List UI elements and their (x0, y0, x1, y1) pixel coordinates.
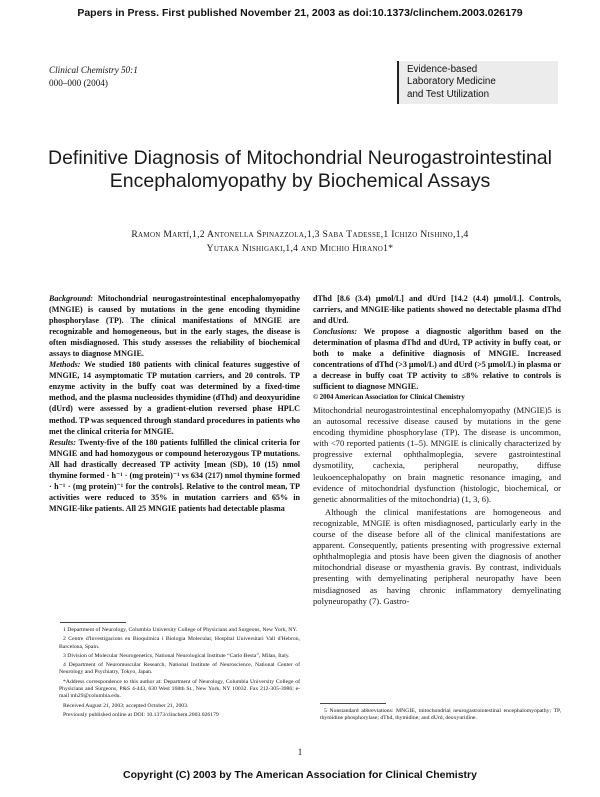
section-label-line-2: Laboratory Medicine (407, 76, 496, 88)
abstract-left-column (49, 293, 300, 514)
press-banner: Papers in Press. First published November 21, 2003 as doi:10.1373/clinchem.2003.026179 (77, 7, 523, 19)
abstract-conclusions (313, 326, 561, 392)
results-label: Results: (49, 437, 76, 447)
abstract-results (49, 437, 300, 514)
introduction-text (313, 405, 561, 607)
section-label-box (397, 61, 558, 104)
footnote-correspondence: *Address correspondence to this author at: Department of Neurology, Columbia University College of Physicians and Surgeons, P&S 4-443, 630 West 168th St., New York, NY 10032. Fax 212-305-3986; e-mail mh29@columbia.edu. (59, 678, 300, 700)
footnote-affiliation-3: 3 Division of Molecular Neurogenetics, National Neurological Institute “Carlo Besta”, Milan, Italy. (63, 652, 290, 659)
journal-pages: 000–000 (2004) (49, 77, 108, 88)
results-text: Twenty-five of the 180 patients fulfilled the clinical criteria for MNGIE and had homozygous or compound heterozygous TP mutations. All had drastically decreased TP activity [mean (SD), 10 (15) nmol thymine formed · h⁻¹ · (mg protein)⁻¹ vs 634 (217) nmol thymine formed · h⁻¹ · (mg protein)⁻¹ for the controls]. Relative to the control mean, TP activities were reduced to 35% in mutation carriers and 65% in MNGIE-like patients. All 25 MNGIE patients had detectable plasma (49, 437, 300, 513)
section-label-line-1: Evidence-based (407, 64, 478, 75)
affiliation-footnotes (59, 627, 300, 721)
methods-text: We studied 180 patients with clinical features suggestive of MNGIE, 14 asymptomatic TP mutation carriers, and 20 controls. TP enzyme activity in the buffy coat was determined by a fixed-time method, and the plasma nucleosides thymidine (dThd) and deoxyuridine (dUrd) were assessed by a gradient-elution reversed phase HPLC method. TP was sequenced through standard procedures in patients who met the clinical criteria for MNGIE. (49, 360, 300, 436)
abstract-copyright: © 2004 American Association for Clinical Chemistry (313, 394, 465, 402)
authors-line-1: Ramon Martí,1,2 Antonella Spinazzola,1,3 Saba Tadesse,1 Ichizo Nishino,1,4 (131, 229, 469, 240)
background-text: Mitochondrial neurogastrointestinal encephalomyopathy (MNGIE) is caused by mutations in the gene encoding thymidine phosphorylase (TP). The clinical manifestations of MNGIE are recognizable and homogeneous, but in the early stages, the disease is often misdiagnosed. This study assesses the reliability of biochemical assays to diagnose MNGIE. (49, 294, 300, 359)
footnote-affiliation-1: 1 Department of Neurology, Columbia University College of Physicians and Surgeons, New York, NY. (63, 627, 298, 633)
abstract-results-continued: dThd [8.6 (3.4) μmol/L] and dUrd [14.2 (4.4) μmol/L]. Controls, carriers, and MNGIE-like patients showed no detectable plasma dThd and dUrd. (313, 294, 561, 326)
article-title: Definitive Diagnosis of Mitochondrial Neurogastrointestinal Encephalomyopathy by Biochemical Assays (47, 147, 552, 192)
footnote-divider-right (320, 703, 386, 704)
section-label-line-3: and Test Utilization (407, 88, 490, 100)
footnote-received: Received August 21, 2003; accepted October 21, 2003. (63, 702, 189, 709)
footnote-affiliation-2: 2 Centre d'Investigacions en Bioquímica i Biologia Molecular, Hospital Universitari Vall d'Hebron, Barcelona, Spain. (59, 636, 300, 650)
methods-label: Methods: (49, 360, 81, 370)
conclusions-text: We propose a diagnostic algorithm based on the determination of plasma dThd and dUrd, TP activity in buffy coat, or both to make a definitive diagnosis of MNGIE. Increased concentrations of dThd (>3 μmol/L) and dUrd (>5 μmol/L) in plasma or a decrease in buffy coat TP activity to ≤8% relative to controls is sufficient to diagnose MNGIE. (313, 327, 561, 392)
intro-paragraph-1: Mitochondrial neurogastrointestinal encephalomyopathy (MNGIE)5 is an autosomal recessive disease caused by mutations in the gene encoding thymidine phosphorylase (TP). The disease is uncommon, with <70 reported patients (1–5). MNGIE is clinically characterized by progressive external ophthalmoplegia, severe gastrointestinal dysmotility, cachexia, peripheral neuropathy, diffuse leukoencephalopathy on brain magnetic resonance imaging, and evidence of mitochondrial dysfunction (histologic, biochemical, or genetic abnormalities of the mitochondria) (1, 3, 6). (313, 405, 561, 504)
page-number: 1 (297, 747, 303, 757)
abbreviations-footnote: 5 Nonstandard abbreviations: MNGIE, mitochondrial neurogastrointestinal encephalomyopathy; TP, thymidine phosphorylase; dThd, thymidine; and dUrd, deoxyuridine. (320, 708, 561, 722)
authors-line-2: Yutaka Nishigaki,1,4 and Michio Hirano1* (206, 243, 394, 254)
author-list (40, 228, 560, 256)
footnote-divider-left (60, 622, 126, 623)
background-label: Background: (49, 294, 94, 303)
footnote-affiliation-4: 4 Department of Neuromuscular Research, National Institute of Neuroscience, National Center of Neurology and Psychiatry, Tokyo, Japan. (59, 662, 300, 676)
abstract-background (49, 293, 300, 359)
conclusions-label: Conclusions: (313, 327, 358, 337)
abstract-right-column (313, 293, 561, 403)
journal-citation (49, 64, 138, 89)
journal-volume: Clinical Chemistry 50:1 (49, 65, 138, 75)
intro-paragraph-2: Although the clinical manifestations are homogeneous and recognizable, MNGIE is often misdiagnosed, particularly early in the course of the disease before all of the clinical manifestations are apparent. Consequently, patients presenting with progressive external ophthalmoplegia and ptosis have been given the diagnosis of another mitochondrial disease or myasthenia gravis. By contrast, individuals presenting with demyelinating peripheral neuropathy have been misdiagnosed as having chronic inflammatory demyelinating polyneuropathy (7). Gastro- (313, 506, 561, 606)
footnote-doi: Previously published online at DOI: 10.1373/clinchem.2003.026179 (63, 711, 219, 718)
copyright-banner: Copyright (C) 2003 by The American Association for Clinical Chemistry (123, 769, 477, 781)
abstract-methods (49, 359, 300, 436)
